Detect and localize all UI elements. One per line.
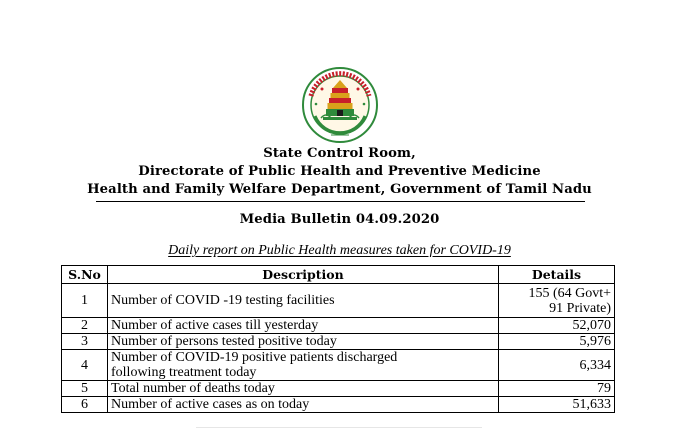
table-row — [62, 284, 615, 318]
header-department: Health and Family Welfare Department, Government of Tamil Nadu — [87, 182, 592, 197]
header-directorate: Directorate of Public Health and Preventive Medicine — [138, 164, 541, 179]
row-details: 51,633 — [499, 397, 615, 413]
tamil-nadu-emblem-icon — [301, 66, 379, 144]
row-description: Number of active cases till yesterday — [108, 318, 499, 334]
row-sno: 1 — [62, 284, 108, 318]
column-header-details: Details — [499, 266, 615, 284]
row-description: Number of COVID -19 testing facilities — [108, 284, 499, 318]
table-row — [62, 350, 615, 381]
details-line: 91 Private) — [549, 300, 611, 316]
page-bottom-divider — [196, 427, 482, 428]
table-row — [62, 397, 615, 413]
media-bulletin-title: Media Bulletin 04.09.2020 — [239, 212, 440, 227]
header-divider — [96, 201, 585, 202]
row-details: 5,976 — [499, 334, 615, 350]
column-header-description: Description — [108, 266, 499, 284]
row-sno: 5 — [62, 381, 108, 397]
row-sno: 2 — [62, 318, 108, 334]
header-state-control-room: State Control Room, — [263, 146, 416, 161]
row-description: Total number of deaths today — [108, 381, 499, 397]
details-line: 155 (64 Govt+ — [528, 285, 611, 301]
row-description: Number of persons tested positive today — [108, 334, 499, 350]
row-sno: 4 — [62, 350, 108, 381]
row-sno: 3 — [62, 334, 108, 350]
row-details: 52,070 — [499, 318, 615, 334]
table-row — [62, 318, 615, 334]
row-details: 6,334 — [499, 350, 615, 381]
description-line: Number of COVID-19 positive patients discharged — [111, 350, 398, 365]
description-line: following treatment today — [111, 365, 257, 380]
table-row — [62, 334, 615, 350]
row-description — [108, 350, 499, 381]
row-details: 79 — [499, 381, 615, 397]
report-subtitle: Daily report on Public Health measures taken for COVID-19 — [168, 243, 511, 258]
row-sno: 6 — [62, 397, 108, 413]
covid-report-table — [61, 265, 615, 413]
row-details — [499, 284, 615, 318]
table-header-row — [62, 266, 615, 284]
row-description: Number of active cases as on today — [108, 397, 499, 413]
column-header-sno: S.No — [62, 266, 108, 284]
table-row — [62, 381, 615, 397]
